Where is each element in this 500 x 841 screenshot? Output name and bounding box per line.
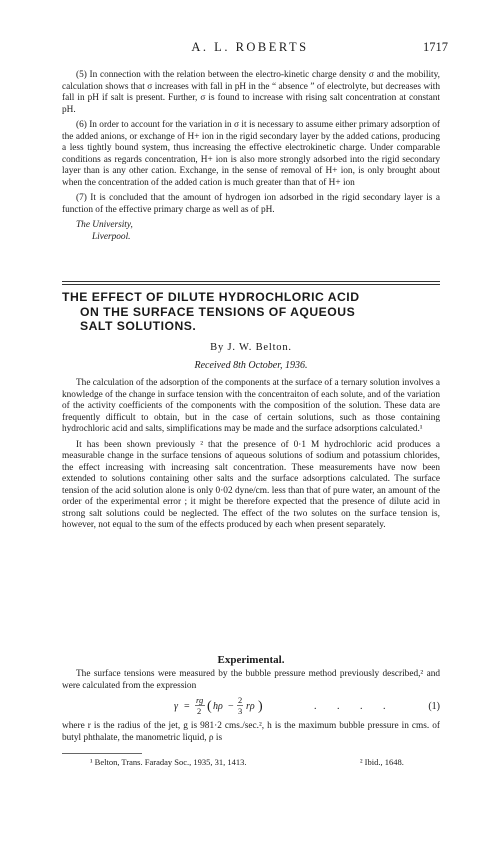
eq-h-rho: hρ (213, 701, 223, 712)
article-title-line-2: ON THE SURFACE TENSIONS OF AQUEOUS (80, 304, 356, 319)
after-equation-paragraph: where r is the radius of the jet, g is 981·2 cms./sec.², h is the maximum bubble pressure in cms. of butyl phthalate, the manometric liquid, ρ is (62, 721, 440, 743)
section-heading-experimental: Experimental. (217, 654, 285, 666)
running-header (0, 40, 500, 56)
article-title (62, 290, 440, 334)
eq-three-den: 3 (238, 706, 243, 716)
eq-paren-open: ( (207, 699, 212, 714)
footnote-2: ² Ibid., 1648. (360, 757, 404, 767)
equation-number: (1) (428, 701, 440, 712)
surface-tension-equation (62, 694, 440, 718)
eq-two: 2 (197, 706, 202, 716)
eq-equals: = (184, 701, 190, 712)
experimental-body (62, 669, 440, 692)
experimental-paragraph: The surface tensions were measured by the bubble pressure method previously described,² and were calculated from the expression (62, 669, 440, 691)
previous-article-conclusions (62, 70, 440, 243)
article-divider-bottom (62, 284, 440, 285)
eq-minus: − (228, 701, 234, 712)
eq-two-num: 2 (238, 695, 243, 705)
article-body (62, 378, 440, 532)
page-number: 1717 (423, 40, 448, 54)
article-title-line-1: THE EFFECT OF DILUTE HYDROCHLORIC ACID (62, 290, 360, 304)
eq-rg: rg (196, 695, 204, 705)
received-date: Received 8th October, 1936. (194, 360, 308, 371)
conclusion-5: (5) In connection with the relation between the electro-kinetic charge density σ and the mobility, calculation shows that σ increases with fall in pH in the “ absence ” of electrolyte, but decreases with fall in pH if salt is present. Further, σ is found to increase with rising salt concentration at constant pH. (62, 70, 440, 115)
eq-r-rho: rρ (246, 701, 255, 712)
conclusion-6: (6) In order to account for the variation in σ it is necessary to assume either primary adsorption of the added anions, or exchange of H+ ion in the rigid secondary layer by the added cations, producing a less tightly bound system, thus increasing the effective electrokinetic charge. Under comparable conditions as regards concentration, H+ ion is also more strongly adsorbed into the rigid secondary layer than is any other cation. Exchange, in the sense of removal of H+ ion, is only brought about when the concentration of the added cation is much greater than that of H+ ion (62, 120, 440, 188)
article-title-line-3: SALT SOLUTIONS. (80, 319, 197, 333)
eq-paren-close: ) (258, 699, 263, 714)
intro-paragraph: The calculation of the adsorption of the components at the surface of a ternary solution involves a knowledge of the change in surface tension with the concentraiton of each solute, and of the variation of the activity coefficients of the components with the composition of the solution. These data are frequently difficult to obtain, but in the case of certain solutions, such as those containing hydrochloric acid and salts, simplifications may be made and the surface adsorptions calculated.¹ (62, 378, 440, 434)
eq-leader-dots: . . . . (314, 701, 395, 712)
equation-1 (62, 694, 440, 718)
eq-gamma: γ (174, 701, 178, 712)
conclusion-7: (7) It is concluded that the amount of hydrogen ion adsorbed in the rigid secondary layer is a function of the effective primary charge as well as of pH. (62, 193, 440, 215)
affiliation-city: Liverpool. (92, 231, 131, 242)
previous-work-paragraph: It has been shown previously ² that the presence of 0·1 M hydrochloric acid produces a measurable change in the surface tensions of aqueous solutions of sodium and potassium chlorides, the effect increasing with increasing salt concentration. These measurements have now been extended to solutions containing other salts and the surface adsorptions calculated. The surface tension of the acid solution alone is only 0·02 dyne/cm. less than that of pure water, an amount of the order of the experimental error ; it might be therefore expected that the presence of dilute acid in strong salt solutions could be neglected. The effect of the two solutes on the surface tension is, however, not equal to the sum of the effects produced by each when present separately. (62, 439, 440, 530)
article-divider-top (62, 281, 440, 282)
byline: By J. W. Belton. (210, 342, 292, 353)
affiliation-university: The University, (76, 220, 133, 230)
equation-explanation (62, 721, 440, 744)
footnote-1: ¹ Belton, Trans. Faraday Soc., 1935, 31, 1413. (90, 757, 247, 767)
footnote-divider (62, 753, 142, 754)
running-title: A. L. ROBERTS (191, 40, 309, 54)
